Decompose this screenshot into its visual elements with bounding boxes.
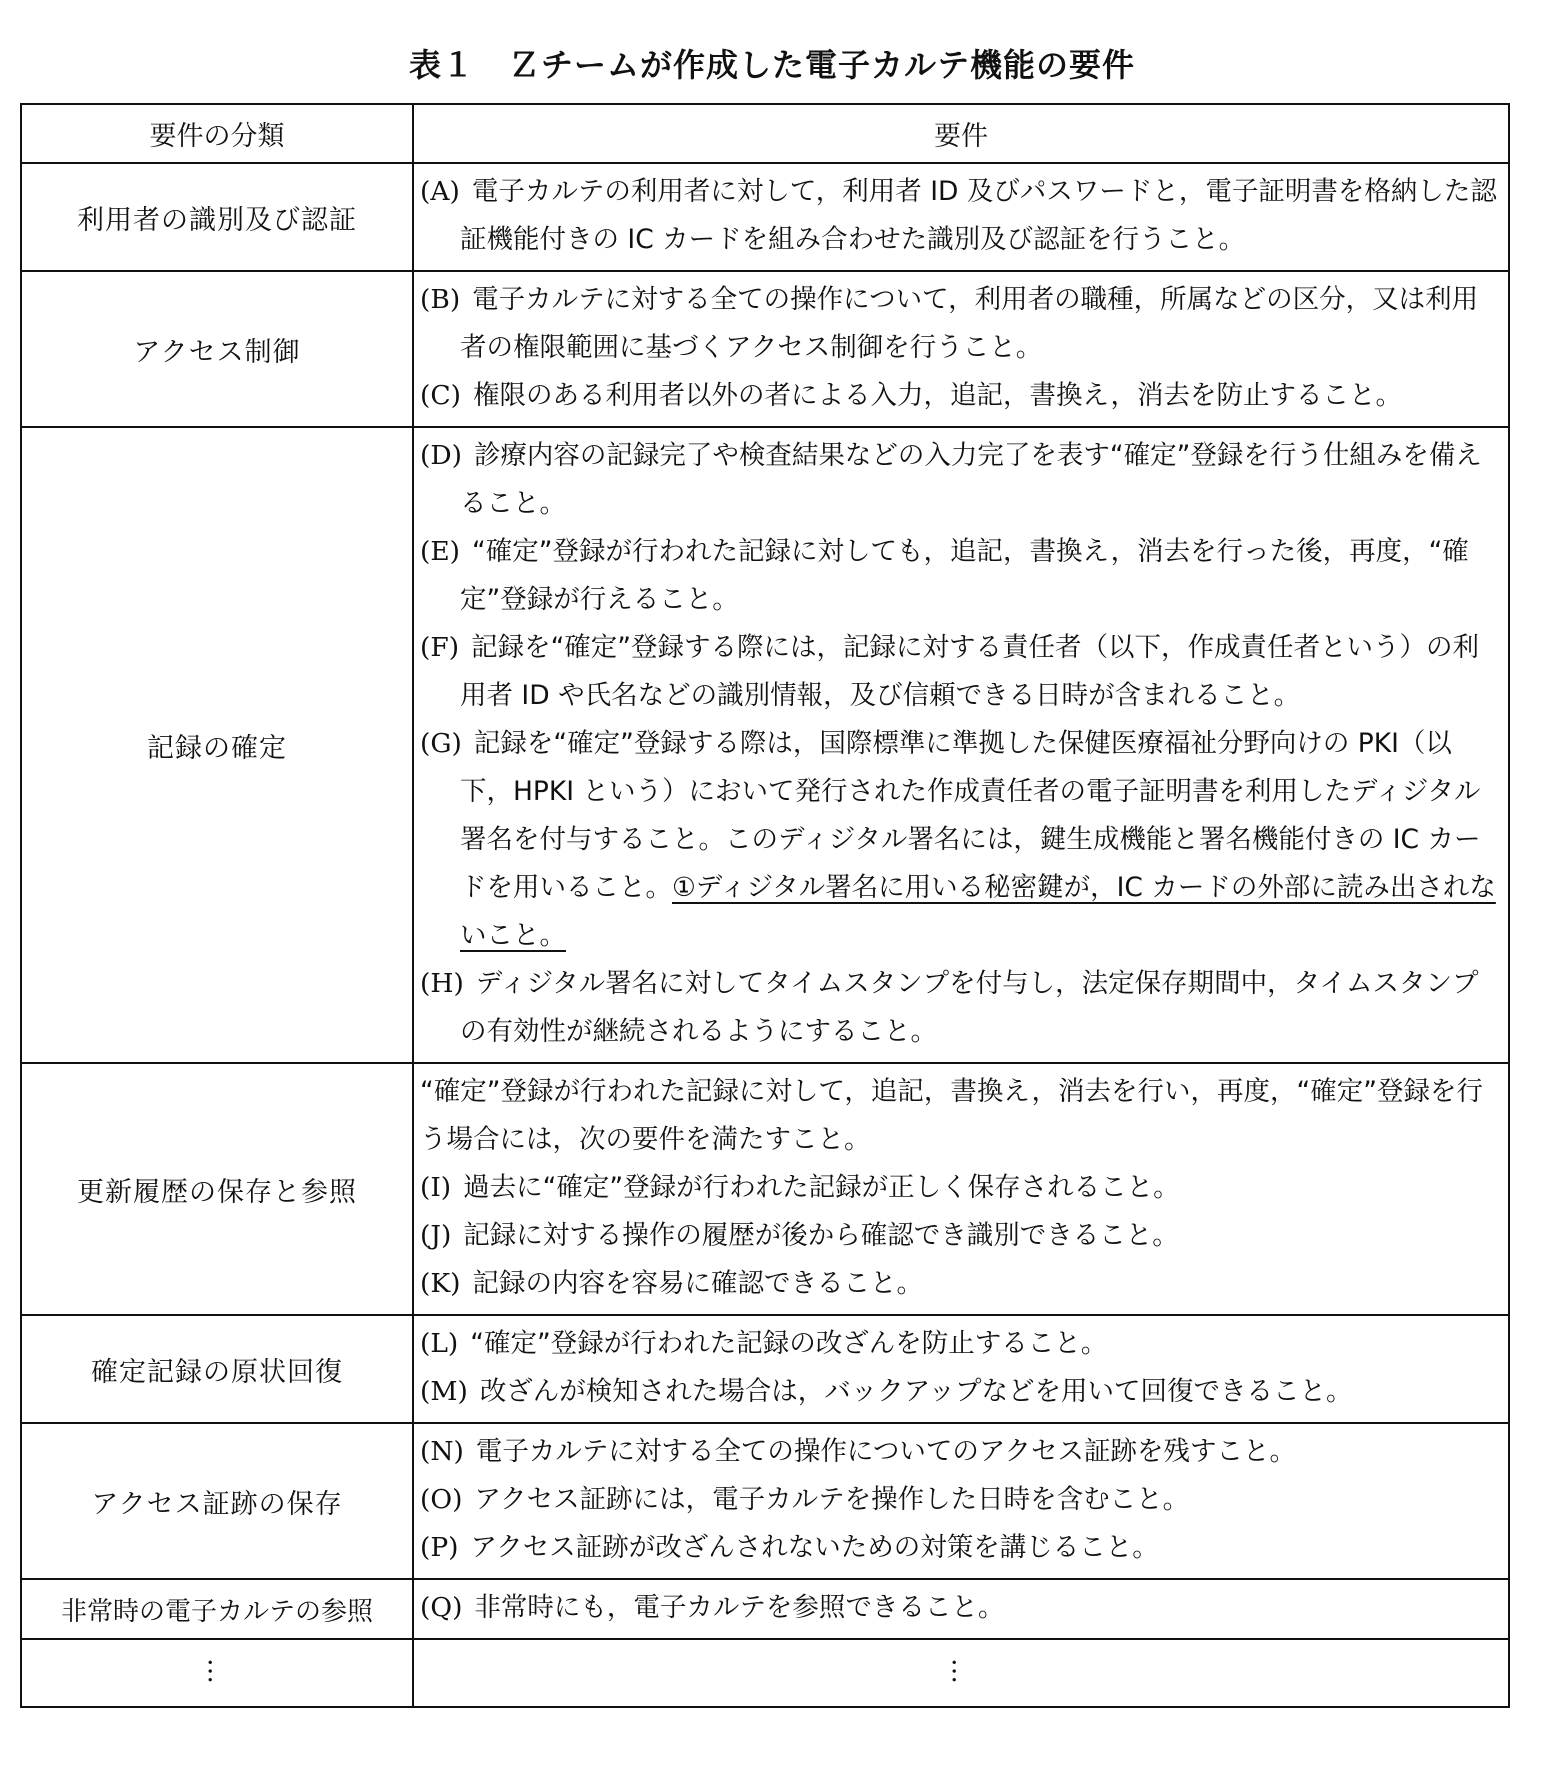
item-mark: (M): [420, 1376, 468, 1407]
item-text: アクセス証跡には，電子カルテを操作した日時を含むこと。: [474, 1484, 1190, 1515]
item-mark: (L): [420, 1328, 459, 1359]
category-cell: アクセス制御: [21, 271, 413, 427]
item-text: 電子カルテに対する全ての操作についてのアクセス証跡を残すこと。: [475, 1436, 1297, 1467]
requirement-item: [420, 1476, 1498, 1524]
table-row: [21, 1423, 1509, 1579]
item-mark: (I): [420, 1172, 452, 1203]
requirement-item: [420, 960, 1498, 1056]
category-cell: 利用者の識別及び認証: [21, 163, 413, 271]
item-text: 非常時にも，電子カルテを参照できること。: [474, 1592, 1005, 1623]
table-title: 表１ Ｚチームが作成した電子カルテ機能の要件: [408, 46, 1135, 84]
requirement-cell: [413, 427, 1509, 1063]
item-text: 過去に“確定”登録が行われた記録が正しく保存されること。: [463, 1172, 1180, 1203]
requirement-item: [420, 276, 1498, 372]
table-row: [21, 1579, 1509, 1639]
item-mark: (Q): [420, 1592, 463, 1623]
table-header-row: [21, 104, 1509, 163]
item-text: 記録の内容を容易に確認できること。: [472, 1268, 923, 1299]
requirement-cell: [413, 1423, 1509, 1579]
table-row: [21, 1063, 1509, 1315]
continuation-category: [21, 1639, 413, 1707]
item-text: 電子カルテに対する全ての操作について，利用者の職種，所属などの区分，又は利用者の権限範囲に基づくアクセス制御を行うこと。: [460, 284, 1479, 363]
table-row: [21, 1315, 1509, 1423]
category-cell: 確定記録の原状回復: [21, 1315, 413, 1423]
item-text: “確定”登録が行われた記録に対しても，追記，書換え，消去を行った後，再度，“確定”登録が行えること。: [460, 536, 1469, 615]
item-text: 改ざんが検知された場合は，バックアップなどを用いて回復できること。: [479, 1376, 1353, 1407]
requirement-item: [420, 1428, 1498, 1476]
requirements-table: [20, 103, 1510, 1708]
requirement-item: [420, 372, 1498, 420]
requirement-cell: [413, 163, 1509, 271]
requirement-item: [420, 1164, 1498, 1212]
item-mark: (D): [420, 440, 462, 471]
item-mark: (K): [420, 1268, 461, 1299]
item-text: 診療内容の記録完了や検査結果などの入力完了を表す“確定”登録を行う仕組みを備えること。: [460, 440, 1482, 519]
item-text: “確定”登録が行われた記録の改ざんを防止すること。: [470, 1328, 1108, 1359]
table-row: [21, 163, 1509, 271]
item-text: ディジタル署名に対してタイムスタンプを付与し，法定保存期間中，タイムスタンプの有効性が継続されるようにすること。: [460, 968, 1479, 1047]
requirement-item: [420, 720, 1498, 960]
item-mark: (A): [420, 176, 460, 207]
requirement-item: [420, 1212, 1498, 1260]
requirement-item: [420, 1524, 1498, 1572]
requirement-item: [420, 1260, 1498, 1308]
vertical-ellipsis-icon: …: [202, 1657, 232, 1684]
requirement-item: [420, 1584, 1498, 1632]
item-mark: (G): [420, 728, 462, 759]
vertical-ellipsis-icon: …: [946, 1657, 976, 1684]
item-mark: (E): [420, 536, 461, 567]
category-cell: 更新履歴の保存と参照: [21, 1063, 413, 1315]
table-row: [21, 271, 1509, 427]
requirement-item: [420, 1368, 1498, 1416]
category-cell: アクセス証跡の保存: [21, 1423, 413, 1579]
item-mark: (F): [420, 632, 460, 663]
item-mark: (J): [420, 1220, 452, 1251]
header-category: 要件の分類: [21, 104, 413, 163]
table-row: [21, 427, 1509, 1063]
item-text: 記録を“確定”登録する際は，国際標準に準拠した保健医療福祉分野向けの PKI（以下，HPKI という）において発行された作成責任者の電子証明書を利用したディジタル署名を付与すること。このディジタル署名には，鍵生成機能と署名機能付きの IC カードを用いること。: [460, 728, 1481, 903]
header-requirement: 要件: [413, 104, 1509, 163]
requirement-cell: [413, 1315, 1509, 1423]
requirement-cell: [413, 271, 1509, 427]
category-cell: 非常時の電子カルテの参照: [21, 1579, 413, 1639]
item-mark: (C): [420, 380, 461, 411]
category-cell: 記録の確定: [21, 427, 413, 1063]
requirement-item: [420, 528, 1498, 624]
requirement-cell: [413, 1579, 1509, 1639]
item-mark: (P): [420, 1532, 459, 1563]
requirement-item: [420, 1320, 1498, 1368]
item-text: 記録に対する操作の履歴が後から確認でき識別できること。: [463, 1220, 1179, 1251]
continuation-requirement: [413, 1639, 1509, 1707]
requirement-item: [420, 168, 1498, 264]
continuation-row: [21, 1639, 1509, 1707]
underlined-text: ①ディジタル署名に用いる秘密鍵が，IC カードの外部に読み出されないこと。: [460, 872, 1496, 951]
item-mark: (N): [420, 1436, 464, 1467]
item-text: 記録を“確定”登録する際には，記録に対する責任者（以下，作成責任者という）の利用者 ID や氏名などの識別情報，及び信頼できる日時が含まれること。: [460, 632, 1480, 711]
item-mark: (B): [420, 284, 461, 315]
requirement-cell: [413, 1063, 1509, 1315]
item-text: 電子カルテの利用者に対して，利用者 ID 及びパスワードと，電子証明書を格納した認証機能付きの IC カードを組み合わせた識別及び認証を行うこと。: [460, 176, 1497, 255]
item-text: アクセス証跡が改ざんされないための対策を講じること。: [470, 1532, 1159, 1563]
requirement-item: [420, 624, 1498, 720]
item-text: 権限のある利用者以外の者による入力，追記，書換え，消去を防止すること。: [472, 380, 1403, 411]
requirement-item: [420, 432, 1498, 528]
item-mark: (O): [420, 1484, 463, 1515]
requirement-intro: “確定”登録が行われた記録に対して，追記，書換え，消去を行い，再度，“確定”登録を行う場合には，次の要件を満たすこと。: [420, 1076, 1483, 1155]
item-mark: (H): [420, 968, 464, 999]
